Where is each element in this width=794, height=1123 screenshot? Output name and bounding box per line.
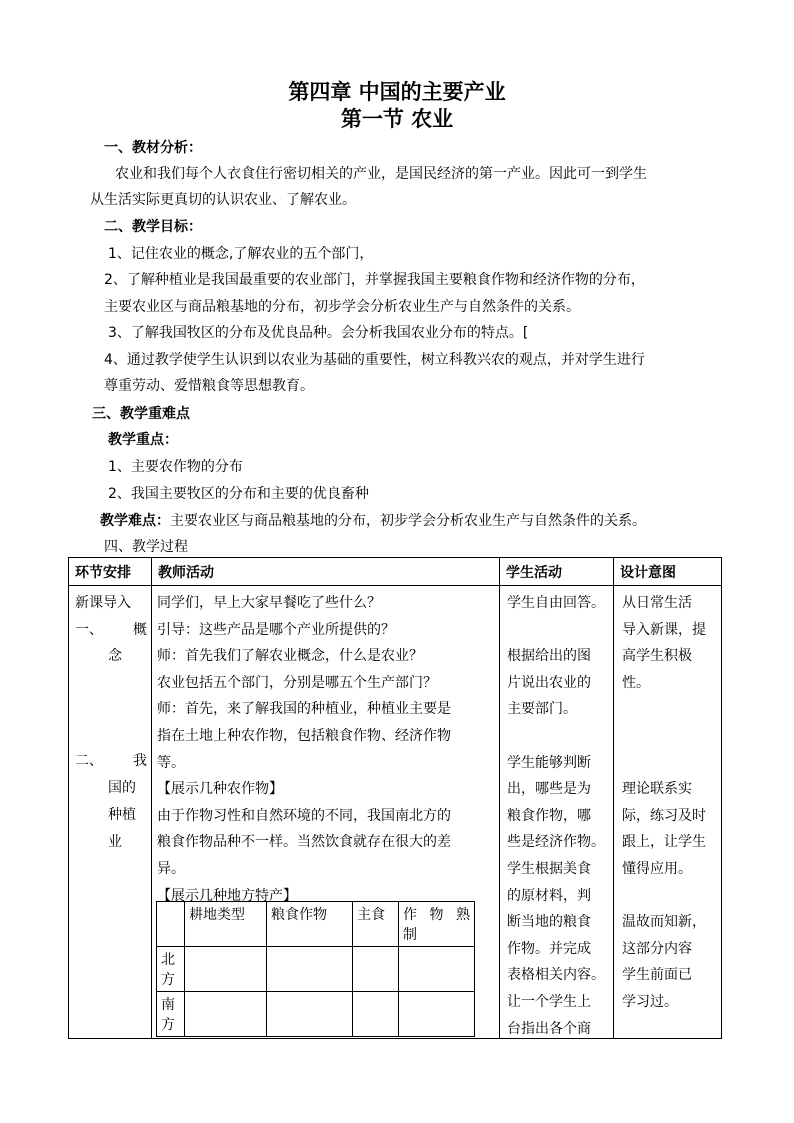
cell-line: 高学生积极 <box>622 648 692 665</box>
cell-line: 让一个学生上 <box>507 994 591 1010</box>
inner-header-ripening <box>399 902 475 947</box>
cell-line: 的原材料，判 <box>507 887 591 904</box>
cell-line: 表格相关内容。 <box>507 967 605 984</box>
table-cell <box>267 947 353 992</box>
inner-header-blank <box>157 902 185 947</box>
section-title: 第一节 农业 <box>340 107 454 131</box>
cell-line: 片说出农业的 <box>507 674 591 691</box>
stage-label: 概 <box>133 622 147 638</box>
cell-line: 等。 <box>157 754 185 771</box>
header-stage: 环节安排 <box>69 558 152 586</box>
goal-item: 2、了解种植业是我国最重要的农业部门，并掌握我国主要粮食作物和经济作物的分布， <box>104 272 645 288</box>
heading-key-points: 三、教学重难点 <box>92 406 190 422</box>
cell-line: 由于作物习性和自然环境的不同，我国南北方的 <box>157 807 451 824</box>
inner-header: 耕地类型 <box>185 902 267 947</box>
stage-label: 念 <box>108 648 122 664</box>
stage-label: 新课导入 <box>75 595 131 611</box>
heading-teaching-process: 四、教学过程 <box>104 539 188 555</box>
stage-label: 种植 <box>108 807 136 823</box>
table-cell <box>267 992 353 1037</box>
cell-line: 农业包括五个部门，分别是哪五个生产部门？ <box>157 674 437 691</box>
cell-line: 异。 <box>157 861 185 877</box>
table-row <box>157 902 475 947</box>
cell-line: 导入新课，提 <box>622 621 706 638</box>
difficulty-text: 主要农业区与商品粮基地的分布，初步学会分析农业生产与自然条件的关系。 <box>170 513 646 529</box>
cell-line: 学生根据美食 <box>507 861 591 877</box>
table-cell <box>399 992 475 1037</box>
key-item: 2、我国主要牧区的分布和主要的优良畜种 <box>108 486 369 502</box>
heading-teaching-goals: 二、教学目标： <box>104 219 202 235</box>
cell-line: 跟上，让学生 <box>622 834 706 851</box>
table-cell <box>353 992 399 1037</box>
inner-header: 粮食作物 <box>267 902 353 947</box>
cell-line: 师：首先，来了解我国的种植业，种植业主要是 <box>157 701 451 718</box>
stage-label: 国的 <box>108 780 136 796</box>
goal-item-cont: 主要农业区与商品粮基地的分布，初步学会分析农业生产与自然条件的关系。 <box>104 299 580 315</box>
header-student: 学生活动 <box>500 558 614 586</box>
difficulty-label: 教学难点： <box>100 513 170 529</box>
cell-line: 学生能够判断 <box>507 754 591 771</box>
cell-line: 指在土地上种农作物，包括粮食作物、经济作物 <box>157 728 451 744</box>
stage-label: 业 <box>108 834 122 850</box>
cell-line: 懂得应用。 <box>622 861 692 877</box>
stage-label: 一、 <box>75 622 103 638</box>
row-label-text: 方 <box>161 1017 175 1033</box>
stage-label: 二、 <box>75 753 103 769</box>
cell-line: 学生自由回答。 <box>507 595 605 611</box>
paragraph-line: 农业和我们每个人衣食住行密切相关的产业，是国民经济的第一产业。因此可一到学生 <box>115 166 647 182</box>
cell-line: 师：首先我们了解农业概念，什么是农业？ <box>157 648 423 665</box>
regional-food-table <box>156 901 475 1037</box>
table-header-row <box>69 558 722 586</box>
table-row <box>157 947 475 992</box>
cell-line: 粮食作物品种不一样。当然饮食就存在很大的差 <box>157 834 451 851</box>
table-row <box>157 992 475 1037</box>
row-label-text: 方 <box>161 972 175 988</box>
cell-line: 台指出各个商 <box>507 1020 591 1037</box>
key-item: 1、主要农作物的分布 <box>108 459 243 475</box>
cell-line: 些是经济作物。 <box>507 834 605 851</box>
goal-item: 3、了解我国牧区的分布及优良品种。会分析我国农业分布的特点。[ <box>108 325 529 341</box>
goal-item-cont: 尊重劳动、爱惜粮食等思想教育。 <box>104 378 314 394</box>
row-label-text: 北 <box>161 952 175 968</box>
chapter-title: 第四章 中国的主要产业 <box>288 80 506 104</box>
stage-label: 我 <box>133 753 147 769</box>
cell-line: 际，练习及时 <box>622 807 706 824</box>
cell-line: 学习过。 <box>622 994 678 1010</box>
goal-item: 4、通过教学使学生认识到以农业为基础的重要性，树立科教兴农的观点，并对学生进行 <box>104 352 645 368</box>
cell-line: 同学们，早上大家早餐吃了些什么？ <box>157 595 381 611</box>
paragraph-line: 从生活实际更真切的认识农业、了解农业。 <box>90 192 356 208</box>
cell-line: 断当地的粮食 <box>507 914 591 931</box>
inner-header-text: 制 <box>403 927 417 943</box>
table-cell <box>399 947 475 992</box>
row-label-text: 南 <box>161 997 175 1013</box>
cell-line: 温故而知新， <box>622 914 706 931</box>
cell-line: 粮食作物，哪 <box>507 807 591 824</box>
cell-line: 从日常生活 <box>622 595 692 611</box>
difficulty-line <box>100 510 646 530</box>
cell-line: 作物。并完成 <box>507 940 591 957</box>
header-teacher: 教师活动 <box>152 558 500 586</box>
table-cell <box>185 947 267 992</box>
cell-line: 出，哪些是为 <box>507 781 591 798</box>
cell-line: 引导：这些产品是哪个产业所提供的？ <box>157 621 395 638</box>
cell-line: 学生前面已 <box>622 967 692 984</box>
cell-line: 根据给出的图 <box>507 648 591 665</box>
cell-line: 这部分内容 <box>622 940 692 957</box>
row-label-north <box>157 947 185 992</box>
goal-item: 1、记住农业的概念,了解农业的五个部门， <box>108 246 374 262</box>
cell-line: 【展示几种地方特产】 <box>157 887 297 904</box>
heading-textbook-analysis: 一、教材分析： <box>104 140 202 156</box>
cell-line: 主要部门。 <box>507 701 577 718</box>
inner-header: 主食 <box>353 902 399 947</box>
cell-line: 【展示几种农作物】 <box>157 781 283 798</box>
inner-header-text: 作物熟 <box>403 907 470 923</box>
cell-line: 理论联系实 <box>622 781 692 798</box>
table-cell <box>185 992 267 1037</box>
cell-line: 性。 <box>622 674 650 691</box>
table-cell <box>353 947 399 992</box>
subheading-key: 教学重点： <box>108 432 178 448</box>
header-intent: 设计意图 <box>614 558 722 586</box>
row-label-south <box>157 992 185 1037</box>
